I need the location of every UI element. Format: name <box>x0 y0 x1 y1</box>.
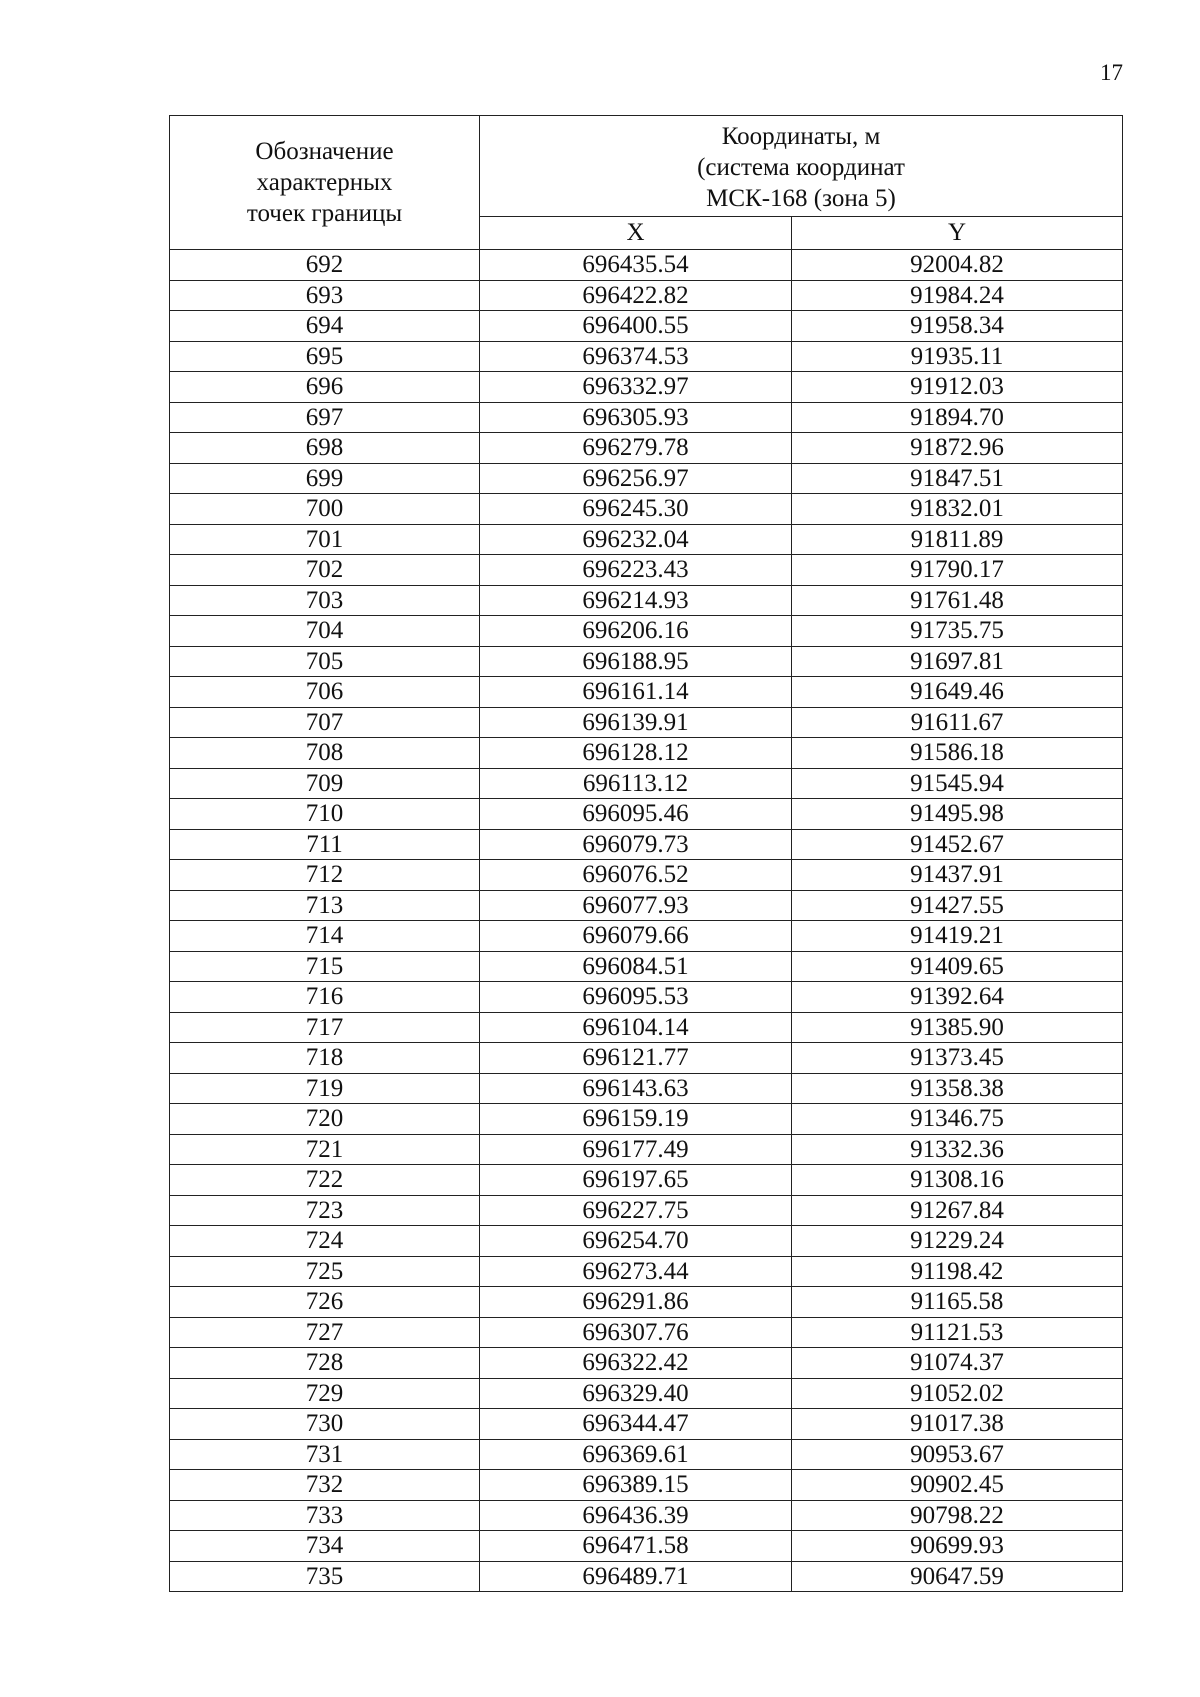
table-row <box>170 738 1123 769</box>
point-number-cell: 718 <box>170 1043 480 1074</box>
point-number-cell: 735 <box>170 1561 480 1592</box>
table-row <box>170 341 1123 372</box>
table-row <box>170 494 1123 525</box>
table-row <box>170 1500 1123 1531</box>
point-number-cell: 696 <box>170 372 480 403</box>
point-number-cell: 722 <box>170 1165 480 1196</box>
table-row <box>170 829 1123 860</box>
y-coordinate-cell: 91735.75 <box>792 616 1123 647</box>
x-coordinate-cell: 696305.93 <box>480 402 792 433</box>
table-row <box>170 616 1123 647</box>
y-coordinate-cell: 91649.46 <box>792 677 1123 708</box>
x-coordinate-cell: 696256.97 <box>480 463 792 494</box>
point-number-cell: 721 <box>170 1134 480 1165</box>
table-row <box>170 1226 1123 1257</box>
table-row <box>170 433 1123 464</box>
coords-header-line-3: МСК-168 (зона 5) <box>706 184 896 212</box>
table-row <box>170 1165 1123 1196</box>
point-number-cell: 697 <box>170 402 480 433</box>
point-number-cell: 730 <box>170 1409 480 1440</box>
x-coordinate-cell: 696389.15 <box>480 1470 792 1501</box>
point-number-cell: 727 <box>170 1317 480 1348</box>
coords-header-line-1: Координаты, м <box>721 122 881 150</box>
point-number-cell: 729 <box>170 1378 480 1409</box>
table-row <box>170 921 1123 952</box>
y-coordinate-cell: 91332.36 <box>792 1134 1123 1165</box>
x-coordinate-cell: 696077.93 <box>480 890 792 921</box>
point-number-cell: 716 <box>170 982 480 1013</box>
x-coordinate-cell: 696104.14 <box>480 1012 792 1043</box>
table-header <box>170 116 1123 250</box>
point-number-cell: 725 <box>170 1256 480 1287</box>
y-coordinate-cell: 91958.34 <box>792 311 1123 342</box>
x-coordinate-cell: 696436.39 <box>480 1500 792 1531</box>
table-row <box>170 555 1123 586</box>
x-coordinate-cell: 696400.55 <box>480 311 792 342</box>
table-row <box>170 1287 1123 1318</box>
x-coordinate-cell: 696079.66 <box>480 921 792 952</box>
x-coordinate-cell: 696273.44 <box>480 1256 792 1287</box>
point-number-cell: 732 <box>170 1470 480 1501</box>
point-number-cell: 728 <box>170 1348 480 1379</box>
table-row <box>170 1104 1123 1135</box>
point-number-cell: 703 <box>170 585 480 616</box>
y-coordinate-cell: 91229.24 <box>792 1226 1123 1257</box>
table-row <box>170 646 1123 677</box>
x-coordinate-cell: 696329.40 <box>480 1378 792 1409</box>
x-coordinate-cell: 696322.42 <box>480 1348 792 1379</box>
y-coordinate-cell: 90798.22 <box>792 1500 1123 1531</box>
y-coordinate-cell: 91545.94 <box>792 768 1123 799</box>
table-row <box>170 524 1123 555</box>
x-coordinate-cell: 696279.78 <box>480 433 792 464</box>
x-coordinate-cell: 696435.54 <box>480 250 792 281</box>
y-coordinate-cell: 91409.65 <box>792 951 1123 982</box>
x-coordinate-cell: 696214.93 <box>480 585 792 616</box>
table-row <box>170 463 1123 494</box>
y-coordinate-cell: 91495.98 <box>792 799 1123 830</box>
point-number-cell: 719 <box>170 1073 480 1104</box>
y-coordinate-cell: 91267.84 <box>792 1195 1123 1226</box>
point-number-cell: 695 <box>170 341 480 372</box>
point-number-cell: 707 <box>170 707 480 738</box>
x-coordinate-cell: 696159.19 <box>480 1104 792 1135</box>
y-coordinate-cell: 91811.89 <box>792 524 1123 555</box>
table-row <box>170 280 1123 311</box>
point-number-cell: 704 <box>170 616 480 647</box>
y-coordinate-cell: 92004.82 <box>792 250 1123 281</box>
y-coordinate-cell: 91847.51 <box>792 463 1123 494</box>
point-number-cell: 708 <box>170 738 480 769</box>
y-column-header: Y <box>792 217 1123 250</box>
table-row <box>170 1195 1123 1226</box>
table-row <box>170 768 1123 799</box>
x-coordinate-cell: 696143.63 <box>480 1073 792 1104</box>
y-coordinate-cell: 91419.21 <box>792 921 1123 952</box>
point-number-cell: 701 <box>170 524 480 555</box>
y-coordinate-cell: 91392.64 <box>792 982 1123 1013</box>
point-number-cell: 733 <box>170 1500 480 1531</box>
x-coordinate-cell: 696471.58 <box>480 1531 792 1562</box>
x-coordinate-cell: 696332.97 <box>480 372 792 403</box>
table-row <box>170 250 1123 281</box>
point-number-cell: 693 <box>170 280 480 311</box>
x-coordinate-cell: 696291.86 <box>480 1287 792 1318</box>
x-coordinate-cell: 696188.95 <box>480 646 792 677</box>
x-coordinate-cell: 696095.53 <box>480 982 792 1013</box>
table-row <box>170 372 1123 403</box>
x-coordinate-cell: 696161.14 <box>480 677 792 708</box>
y-coordinate-cell: 91427.55 <box>792 890 1123 921</box>
y-coordinate-cell: 91346.75 <box>792 1104 1123 1135</box>
table-row <box>170 1043 1123 1074</box>
point-number-cell: 731 <box>170 1439 480 1470</box>
page-number: 17 <box>1100 60 1123 85</box>
y-coordinate-cell: 91452.67 <box>792 829 1123 860</box>
table-row <box>170 1012 1123 1043</box>
point-number-cell: 699 <box>170 463 480 494</box>
y-coordinate-cell: 91984.24 <box>792 280 1123 311</box>
x-coordinate-cell: 696121.77 <box>480 1043 792 1074</box>
y-coordinate-cell: 91358.38 <box>792 1073 1123 1104</box>
point-number-cell: 694 <box>170 311 480 342</box>
y-coordinate-cell: 91912.03 <box>792 372 1123 403</box>
y-coordinate-cell: 91611.67 <box>792 707 1123 738</box>
x-coordinate-cell: 696307.76 <box>480 1317 792 1348</box>
point-number-cell: 723 <box>170 1195 480 1226</box>
y-coordinate-cell: 91894.70 <box>792 402 1123 433</box>
point-number-cell: 711 <box>170 829 480 860</box>
y-coordinate-cell: 91121.53 <box>792 1317 1123 1348</box>
x-coordinate-cell: 696489.71 <box>480 1561 792 1592</box>
y-coordinate-cell: 90647.59 <box>792 1561 1123 1592</box>
x-coordinate-cell: 696113.12 <box>480 768 792 799</box>
x-coordinate-cell: 696084.51 <box>480 951 792 982</box>
y-coordinate-cell: 91761.48 <box>792 585 1123 616</box>
table-row <box>170 799 1123 830</box>
x-coordinate-cell: 696079.73 <box>480 829 792 860</box>
x-coordinate-cell: 696139.91 <box>480 707 792 738</box>
y-coordinate-cell: 91437.91 <box>792 860 1123 891</box>
x-coordinate-cell: 696245.30 <box>480 494 792 525</box>
point-number-cell: 700 <box>170 494 480 525</box>
point-designation-header <box>170 116 480 250</box>
point-number-cell: 724 <box>170 1226 480 1257</box>
y-coordinate-cell: 91052.02 <box>792 1378 1123 1409</box>
x-coordinate-cell: 696369.61 <box>480 1439 792 1470</box>
point-number-cell: 710 <box>170 799 480 830</box>
table-body <box>170 250 1123 1592</box>
table-row <box>170 1378 1123 1409</box>
y-coordinate-cell: 91586.18 <box>792 738 1123 769</box>
table-row <box>170 585 1123 616</box>
x-coordinate-cell: 696076.52 <box>480 860 792 891</box>
y-coordinate-cell: 91165.58 <box>792 1287 1123 1318</box>
y-coordinate-cell: 91017.38 <box>792 1409 1123 1440</box>
table-row <box>170 1348 1123 1379</box>
point-number-cell: 712 <box>170 860 480 891</box>
point-number-cell: 706 <box>170 677 480 708</box>
x-coordinate-cell: 696344.47 <box>480 1409 792 1440</box>
y-coordinate-cell: 90902.45 <box>792 1470 1123 1501</box>
table-row <box>170 1561 1123 1592</box>
x-coordinate-cell: 696095.46 <box>480 799 792 830</box>
point-number-cell: 698 <box>170 433 480 464</box>
table-row <box>170 707 1123 738</box>
table-row <box>170 1073 1123 1104</box>
point-number-cell: 714 <box>170 921 480 952</box>
table-row <box>170 311 1123 342</box>
x-coordinate-cell: 696374.53 <box>480 341 792 372</box>
x-coordinate-cell: 696206.16 <box>480 616 792 647</box>
table-row <box>170 1439 1123 1470</box>
table-row <box>170 1134 1123 1165</box>
y-coordinate-cell: 91832.01 <box>792 494 1123 525</box>
point-number-cell: 692 <box>170 250 480 281</box>
y-coordinate-cell: 91373.45 <box>792 1043 1123 1074</box>
table-row <box>170 890 1123 921</box>
x-coordinate-cell: 696128.12 <box>480 738 792 769</box>
point-number-cell: 726 <box>170 1287 480 1318</box>
y-coordinate-cell: 91872.96 <box>792 433 1123 464</box>
y-coordinate-cell: 90953.67 <box>792 1439 1123 1470</box>
table-row <box>170 677 1123 708</box>
x-coordinate-cell: 696422.82 <box>480 280 792 311</box>
table-row <box>170 982 1123 1013</box>
y-coordinate-cell: 91790.17 <box>792 555 1123 586</box>
table-row <box>170 951 1123 982</box>
coords-header-line-2: (система координат <box>697 153 905 181</box>
point-number-cell: 720 <box>170 1104 480 1135</box>
x-coordinate-cell: 696227.75 <box>480 1195 792 1226</box>
point-number-cell: 709 <box>170 768 480 799</box>
x-coordinate-cell: 696197.65 <box>480 1165 792 1196</box>
table-row <box>170 1256 1123 1287</box>
y-coordinate-cell: 91308.16 <box>792 1165 1123 1196</box>
x-coordinate-cell: 696177.49 <box>480 1134 792 1165</box>
y-coordinate-cell: 91697.81 <box>792 646 1123 677</box>
y-coordinate-cell: 90699.93 <box>792 1531 1123 1562</box>
table-row <box>170 1470 1123 1501</box>
point-number-cell: 702 <box>170 555 480 586</box>
x-column-header: X <box>480 217 792 250</box>
table-row <box>170 1409 1123 1440</box>
point-number-cell: 734 <box>170 1531 480 1562</box>
coordinates-header <box>480 116 1123 217</box>
y-coordinate-cell: 91198.42 <box>792 1256 1123 1287</box>
y-coordinate-cell: 91385.90 <box>792 1012 1123 1043</box>
table-row <box>170 1531 1123 1562</box>
point-header-line-3: точек границы <box>246 200 403 227</box>
y-coordinate-cell: 91074.37 <box>792 1348 1123 1379</box>
x-coordinate-cell: 696223.43 <box>480 555 792 586</box>
point-number-cell: 715 <box>170 951 480 982</box>
point-number-cell: 713 <box>170 890 480 921</box>
y-coordinate-cell: 91935.11 <box>792 341 1123 372</box>
point-header-line-2: характерных <box>256 169 393 196</box>
point-number-cell: 717 <box>170 1012 480 1043</box>
point-number-cell: 705 <box>170 646 480 677</box>
boundary-points-coordinates-table <box>169 115 1123 1592</box>
table-row <box>170 1317 1123 1348</box>
x-coordinate-cell: 696232.04 <box>480 524 792 555</box>
x-coordinate-cell: 696254.70 <box>480 1226 792 1257</box>
point-header-line-1: Обозначение <box>255 138 394 165</box>
table-row <box>170 860 1123 891</box>
table-row <box>170 402 1123 433</box>
header-row-top <box>170 116 1123 217</box>
